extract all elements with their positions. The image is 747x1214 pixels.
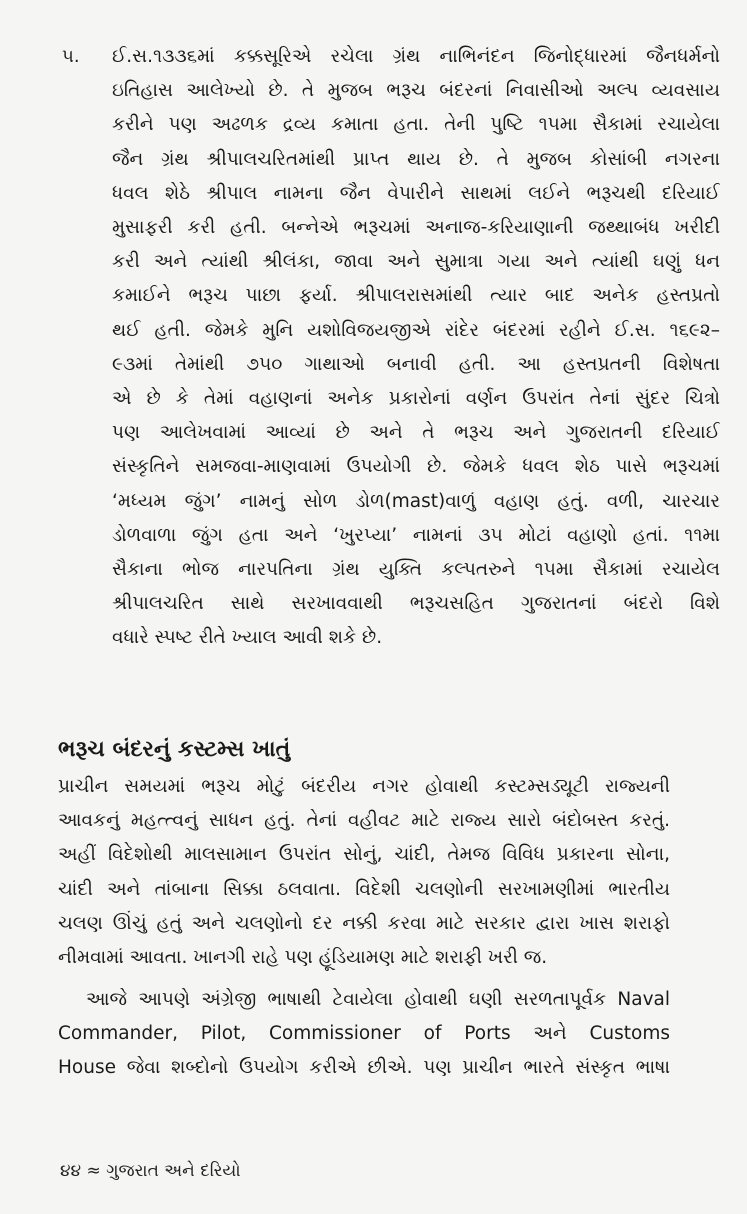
section-heading: ભરૂચ બંદરનું કસ્ટમ્સ ખાતું — [58, 737, 291, 762]
body-line: નીમવામાં આવતા. ખાનગી રાહે પણ હૂંડિયામણ માટે શરાફી ખરી જ. — [58, 947, 548, 969]
body-line: પણ આલેખવામાં આવ્યાં છે અને તે ભરૂચ અને ગુજરાતની દરિયાઈ — [112, 422, 720, 444]
item-number: ૫. — [62, 46, 80, 67]
body-line: ચલણ ઊંચું હતું અને ચલણોનો દર નક્કી કરવા માટે સરકાર દ્વારા ખાસ શરાફો — [58, 912, 670, 934]
body-line: Commander, Pilot, Commissioner of Ports અને Customs — [58, 1023, 670, 1045]
body-line: ઇતિહાસ આલેખ્યો છે. તે મુજબ ભરૂચ બંદરનાં નિવાસીઓ અલ્પ વ્યવસાય — [112, 80, 720, 102]
body-line: એ છે કે તેમાં વહાણનાં અનેક પ્રકારોનાં વર્ણન ઉપરાંત તેનાં સુંદર ચિત્રો — [112, 388, 720, 410]
body-line: શ્રીપાલચરિત સાથે સરખાવવાથી ભરૂચસહિત ગુજરાતનાં બંદરો વિશે — [112, 593, 720, 615]
body-line: વધારે સ્પષ્ટ રીતે ખ્યાલ આવી શકે છે. — [112, 627, 383, 649]
body-line: આજે આપણે અંગ્રેજી ભાષાથી ટેવાયેલા હોવાથી ઘણી સરળતાપૂર્વક Naval — [86, 989, 670, 1010]
body-line: કરી અને ત્યાંથી શ્રીલંકા, જાવા અને સુમાત્રા ગયા અને ત્યાંથી ઘણું ધન — [112, 251, 720, 273]
body-line: ચાંદી અને તાંબાના સિક્કા ઠલવાતા. વિદેશી ચલણોની સરખામણીમાં ભારતીય — [58, 878, 670, 900]
body-line: ઈ.સ.૧૩૩૬માં કક્કસૂરિએ રચેલા ગ્રંથ નાભિનંદન જિનોદ્ધારમાં જૈનધર્મનો — [112, 46, 720, 67]
body-line: ૯૩માં તેમાંથી ૭૫૦ ગાથાઓ બનાવી હતી. આ હસ્તપ્રતની વિશેષતા — [112, 353, 720, 375]
body-line: પ્રાચીન સમયમાં ભરૂચ મોટું બંદરીય નગર હોવાથી કસ્ટમ્સડ્યૂટી રાજ્યની — [58, 776, 670, 797]
paragraph-english-terms — [58, 983, 670, 1086]
body-line: કરીને પણ અઢળક દ્રવ્ય કમાતા હતા. તેની પુષ્ટિ ૧૫મા સૈકામાં રચાયેલા — [112, 114, 720, 136]
item-body — [112, 40, 720, 656]
page-footer: ૪૪ ≈ ગુજરાત અને દરિયો — [60, 1161, 241, 1181]
body-line: થઈ હતી. જેમકે મુનિ યશોવિજયજીએ રાંદેર બંદરમાં રહીને ઈ.સ. ૧૬૯૨– — [112, 319, 720, 341]
body-line: અહીં વિદેશોથી માલસામાન ઉપરાંત સોનું, ચાંદી, તેમજ વિવિધ પ્રકારના સોના, — [58, 844, 670, 866]
body-line: આવકનું મહત્ત્વનું સાધન હતું. તેનાં વહીવટ માટે રાજ્ય સારો બંદોબસ્ત કરતું. — [58, 810, 670, 832]
body-line: ડોળવાળા જુંગ હતા અને ‘ખુરપ્યા’ નામનાં ૩૫ મોટાં વહાણો હતાં. ૧૧મા — [112, 524, 720, 546]
body-line: મુસાફરી કરી હતી. બન્નેએ ભરૂચમાં અનાજ-કરિયાણાની જથ્થાબંધ ખરીદી — [112, 217, 720, 239]
body-line: જૈન ગ્રંથ શ્રીપાલચરિતમાંથી પ્રાપ્ત થાય છે. તે મુજબ કોસાંબી નગરના — [112, 148, 720, 170]
body-line: સૈકાના ભોજ નારપતિના ગ્રંથ યુક્તિ કલ્પતરુને ૧૫મા સૈકામાં રચાયેલ — [112, 559, 720, 581]
body-line: ‘મધ્યમ જુંગ’ નામનું સોળ ડોળ(mast)વાળું વહાણ હતું. વળી, ચારચાર — [112, 490, 720, 512]
body-line: House જેવા શબ્દોનો ઉપયોગ કરીએ છીએ. પણ પ્રાચીન ભારતે સંસ્કૃત ભાષા — [58, 1057, 670, 1079]
body-line: ધવલ શેઠે શ્રીપાલ નામના જૈન વેપારીને સાથમાં લઈને ભરૂચથી દરિયાઈ — [112, 182, 720, 204]
body-line: કમાઈને ભરૂચ પાછા ફર્યા. શ્રીપાલરાસમાંથી ત્યાર બાદ અનેક હસ્તપ્રતો — [112, 285, 720, 307]
body-line: સંસ્કૃતિને સમજવા-માણવામાં ઉપયોગી છે. જેમકે ધવલ શેઠ પાસે ભરૂચમાં — [112, 456, 720, 478]
paragraph-customs — [58, 770, 670, 975]
